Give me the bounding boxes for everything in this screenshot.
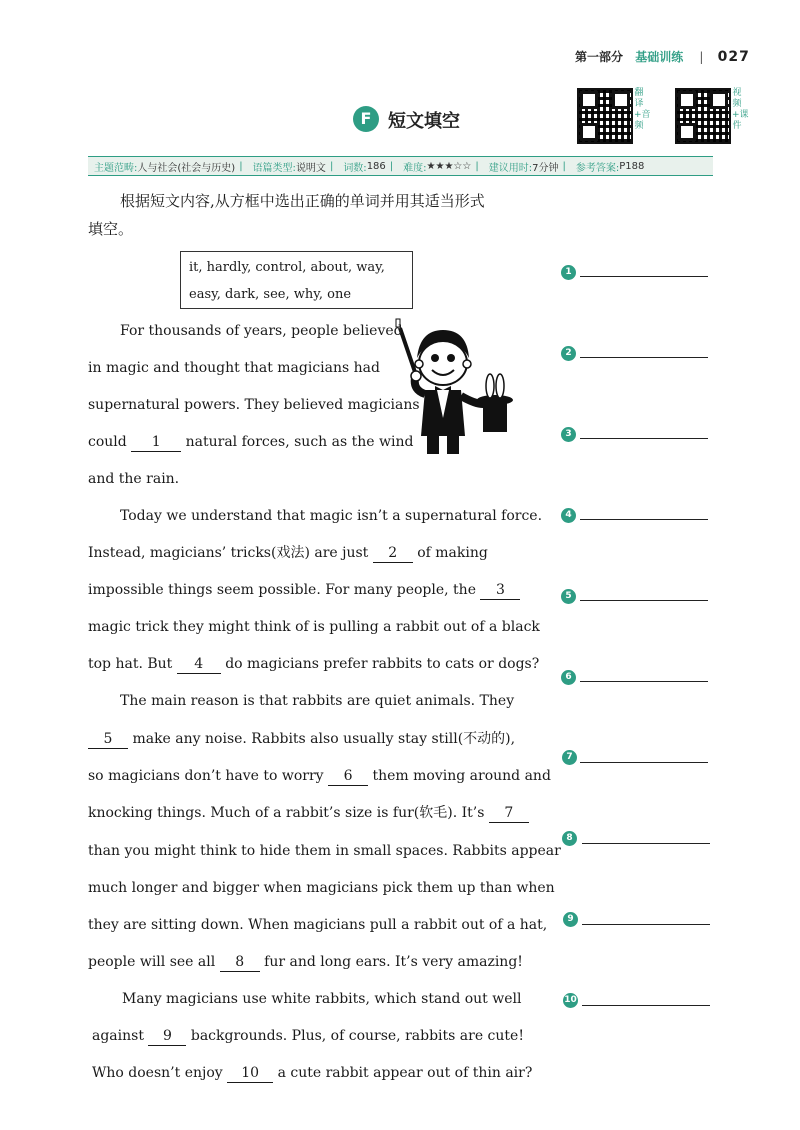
answer-field-2[interactable] bbox=[580, 357, 708, 358]
info-divider: | bbox=[239, 160, 243, 172]
p3-line-7: they are sitting down. When magicians pull a rabbit out of a hat, bbox=[88, 917, 548, 933]
p2-line-4: magic trick they might think of is pulling a rabbit out of a black bbox=[88, 619, 540, 635]
text-segment: could bbox=[88, 434, 127, 450]
answer-number-7: 7 bbox=[562, 750, 577, 765]
p4-line-2 bbox=[92, 1018, 524, 1055]
answer-field-4[interactable] bbox=[580, 519, 708, 520]
word-box-line-2: easy, dark, see, why, one bbox=[189, 287, 352, 302]
page-number: 027 bbox=[717, 49, 750, 65]
qr-caption-translation: 翻译+音频 bbox=[634, 88, 651, 131]
blank-8: 8 bbox=[220, 953, 260, 972]
answer-field-1[interactable] bbox=[580, 276, 708, 277]
p3-line-3 bbox=[88, 758, 551, 795]
text-segment: knocking things. Much of a rabbit’s size is fur(软毛). It’s bbox=[88, 805, 485, 821]
blank-5: 5 bbox=[88, 730, 128, 749]
answer-field-5[interactable] bbox=[580, 600, 708, 601]
text-segment: Instead, magicians’ tricks(戏法) are just bbox=[88, 545, 369, 561]
answer-number-9: 9 bbox=[563, 912, 578, 927]
answer-field-9[interactable] bbox=[582, 924, 710, 925]
genre-value: 说明文 bbox=[295, 162, 326, 174]
p3-line-5: than you might think to hide them in small spaces. Rabbits appear bbox=[88, 843, 561, 859]
p1-line-2: in magic and thought that magicians had bbox=[88, 360, 380, 376]
theme-value: 人与社会(社会与历史) bbox=[137, 162, 236, 174]
p1-line-3: supernatural powers. They believed magicians bbox=[88, 397, 420, 413]
text-segment: so magicians don’t have to worry bbox=[88, 768, 324, 784]
text-segment: make any noise. Rabbits also usually stay still(不动的), bbox=[132, 731, 516, 747]
word-box bbox=[180, 251, 413, 309]
blank-1: 1 bbox=[131, 433, 181, 452]
p2-line-1: Today we understand that magic isn’t a supernatural force. bbox=[120, 508, 543, 524]
text-segment: against bbox=[92, 1028, 144, 1044]
p3-line-6: much longer and bigger when magicians pick them up than when bbox=[88, 880, 555, 896]
info-divider: | bbox=[475, 160, 479, 172]
word-count-label: 词数: bbox=[343, 162, 367, 174]
answer-number-5: 5 bbox=[561, 589, 576, 604]
answer-number-6: 6 bbox=[561, 670, 576, 685]
info-divider: | bbox=[329, 160, 334, 172]
text-segment: fur and long ears. It’s very amazing! bbox=[264, 954, 523, 970]
running-header bbox=[575, 48, 750, 65]
text-segment: backgrounds. Plus, of course, rabbits are cute! bbox=[190, 1028, 524, 1044]
instruction-line-2: 填空。 bbox=[88, 220, 134, 238]
word-count-value: 186 bbox=[366, 160, 386, 172]
answer-ref-label: 参考答案: bbox=[575, 162, 620, 174]
text-segment: natural forces, such as the wind bbox=[185, 434, 414, 450]
qr-caption-video: 视频+课件 bbox=[732, 88, 749, 131]
answer-number-1: 1 bbox=[561, 265, 576, 280]
blank-7: 7 bbox=[489, 804, 529, 823]
blank-6: 6 bbox=[328, 767, 368, 786]
p2-line-3 bbox=[88, 572, 520, 609]
answer-field-6[interactable] bbox=[580, 681, 708, 682]
section-title: 短文填空 bbox=[388, 111, 460, 132]
answer-ref-value: P188 bbox=[619, 160, 645, 172]
time-label: 建议用时: bbox=[488, 162, 533, 174]
text-segment: Who doesn’t enjoy bbox=[92, 1065, 223, 1081]
text-segment: a cute rabbit appear out of thin air? bbox=[277, 1065, 533, 1081]
p4-line-1: Many magicians use white rabbits, which stand out well bbox=[122, 991, 522, 1007]
answer-number-8: 8 bbox=[562, 831, 577, 846]
section-badge: F bbox=[353, 106, 379, 132]
answer-number-3: 3 bbox=[561, 427, 576, 442]
section-label: 基础训练 bbox=[635, 50, 684, 64]
theme-label: 主题范畴: bbox=[94, 162, 138, 174]
difficulty-label: 难度: bbox=[403, 162, 427, 174]
blank-2: 2 bbox=[373, 544, 413, 563]
instruction-line-1: 根据短文内容,从方框中选出正确的单词并用其适当形式 bbox=[120, 192, 485, 210]
part-label: 第一部分 bbox=[575, 50, 624, 64]
text-segment: people will see all bbox=[88, 954, 216, 970]
p3-line-2 bbox=[88, 721, 515, 758]
answer-field-8[interactable] bbox=[582, 843, 710, 844]
text-segment: them moving around and bbox=[372, 768, 551, 784]
p3-line-1: The main reason is that rabbits are quiet animals. They bbox=[120, 693, 515, 709]
blank-4: 4 bbox=[177, 655, 221, 674]
p2-line-2 bbox=[88, 535, 488, 572]
header-divider: | bbox=[699, 50, 704, 64]
blank-10: 10 bbox=[227, 1064, 273, 1083]
p4-line-3 bbox=[92, 1055, 532, 1092]
blank-9: 9 bbox=[148, 1027, 186, 1046]
p1-line-1: For thousands of years, people believed bbox=[120, 323, 403, 339]
info-divider: | bbox=[562, 160, 566, 172]
answer-number-10: 10 bbox=[563, 993, 578, 1008]
answer-field-7[interactable] bbox=[580, 762, 708, 763]
p1-line-5: and the rain. bbox=[88, 471, 180, 487]
text-segment: impossible things seem possible. For many people, the bbox=[88, 582, 476, 598]
text-segment: of making bbox=[417, 545, 488, 561]
p3-line-4 bbox=[88, 795, 529, 832]
answer-number-2: 2 bbox=[561, 346, 576, 361]
word-box-line-1: it, hardly, control, about, way, bbox=[189, 260, 385, 275]
p3-line-8 bbox=[88, 944, 523, 981]
answer-field-10[interactable] bbox=[582, 1005, 710, 1006]
info-bar bbox=[88, 156, 713, 176]
answer-number-4: 4 bbox=[561, 508, 576, 523]
time-value: 7分钟 bbox=[532, 162, 559, 174]
answer-field-3[interactable] bbox=[580, 438, 708, 439]
text-segment: top hat. But bbox=[88, 656, 173, 672]
qr-code-translation[interactable] bbox=[577, 88, 633, 144]
qr-code-video[interactable] bbox=[675, 88, 731, 144]
genre-label: 语篇类型: bbox=[252, 162, 296, 174]
blank-3: 3 bbox=[480, 581, 520, 600]
info-divider: | bbox=[389, 160, 394, 172]
p1-line-4 bbox=[88, 424, 413, 461]
difficulty-value: ★★★☆☆ bbox=[426, 160, 472, 172]
p2-line-5 bbox=[88, 646, 539, 683]
text-segment: do magicians prefer rabbits to cats or dogs? bbox=[225, 656, 540, 672]
